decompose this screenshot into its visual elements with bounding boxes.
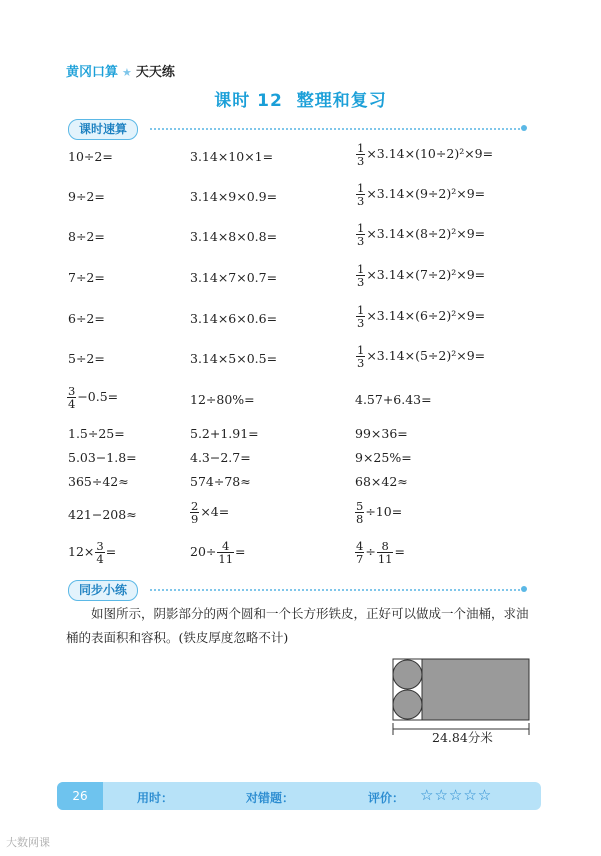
word-problem: 如图所示，阴影部分的两个圆和一个长方形铁皮，正好可以做成一个油桶，求油桶的表面积和容积。(铁皮厚度忽略不计) bbox=[66, 606, 529, 645]
page-title bbox=[0, 86, 601, 111]
circle-top bbox=[393, 660, 422, 689]
exercise-r10-c3: 68×42≈ bbox=[355, 474, 408, 489]
exercise-r4-c1: 7÷2= bbox=[68, 270, 105, 285]
exercise-r4-c2: 3.14×7×0.7= bbox=[190, 270, 278, 285]
page-number: 26 bbox=[57, 782, 103, 810]
exercise-r2-c2: 3.14×9×0.9= bbox=[190, 189, 278, 204]
exercise-r5-c3: $\frac{1}{3}$ ×3.14×(6÷2)²×9= bbox=[357, 303, 486, 330]
brand-header bbox=[66, 61, 175, 80]
exercise-r12-c1: 12× $\frac{3}{4}$ = bbox=[68, 539, 117, 566]
exercise-r2-c1: 9÷2= bbox=[68, 189, 105, 204]
dimension-label: 24.84分米 bbox=[432, 730, 493, 745]
rectangle-sheet bbox=[422, 659, 529, 720]
rating-label: 评价： bbox=[368, 791, 405, 805]
exercise-r6-c2: 3.14×5×0.5= bbox=[190, 351, 278, 366]
exercise-r10-c1: 365÷42≈ bbox=[68, 474, 129, 489]
exercise-r1-c1: 10÷2= bbox=[68, 149, 113, 164]
exercise-r7-c3: 4.57+6.43= bbox=[355, 392, 432, 407]
section-label-quick-calc: 课时速算 bbox=[68, 119, 138, 140]
exercise-r1-c3: $\frac{1}{3}$ ×3.14×(10÷2)²×9= bbox=[357, 141, 494, 168]
exercise-r7-c1: $\frac{3}{4}$ −0.5= bbox=[68, 384, 119, 411]
exercise-r3-c1: 8÷2= bbox=[68, 229, 105, 244]
brand-name: 黄冈口算 bbox=[66, 65, 119, 80]
section-divider bbox=[150, 128, 520, 130]
exercise-r11-c2: $\frac{2}{9}$ ×4= bbox=[191, 499, 230, 526]
exercise-r12-c2: 20÷ $\frac{4}{11}$ = bbox=[190, 539, 246, 566]
exercise-r5-c1: 6÷2= bbox=[68, 311, 105, 326]
exercise-r3-c2: 3.14×8×0.8= bbox=[190, 229, 278, 244]
rating-stars: ☆☆☆☆☆ bbox=[420, 786, 493, 804]
exercise-r7-c2: 12÷80%= bbox=[190, 392, 255, 407]
section-divider bbox=[150, 589, 520, 591]
exercise-r11-c3: $\frac{5}{8}$ ÷10= bbox=[356, 499, 403, 526]
exercise-r9-c3: 9×25%= bbox=[355, 450, 412, 465]
exercise-r6-c3: $\frac{1}{3}$ ×3.14×(5÷2)²×9= bbox=[357, 343, 486, 370]
exercise-r10-c2: 574÷78≈ bbox=[190, 474, 251, 489]
exercise-r9-c1: 5.03−1.8= bbox=[68, 450, 137, 465]
exercise-r11-c1: 421−208≈ bbox=[68, 507, 137, 522]
exercise-r2-c3: $\frac{1}{3}$ ×3.14×(9÷2)²×9= bbox=[357, 181, 486, 208]
section-divider-dot bbox=[521, 586, 527, 592]
exercise-r3-c3: $\frac{1}{3}$ ×3.14×(8÷2)²×9= bbox=[357, 221, 486, 248]
section-divider-dot bbox=[521, 125, 527, 131]
exercise-r5-c2: 3.14×6×0.6= bbox=[190, 311, 278, 326]
brand-series: 天天练 bbox=[135, 65, 175, 80]
correct-label: 对错题： bbox=[246, 791, 295, 805]
section-label-practice: 同步小练 bbox=[68, 580, 138, 601]
lesson-topic: 整理和复习 bbox=[296, 91, 387, 111]
time-label: 用时： bbox=[137, 791, 174, 805]
star-icon: ★ bbox=[122, 66, 132, 79]
exercise-r8-c1: 1.5÷25= bbox=[68, 426, 125, 441]
exercise-r4-c3: $\frac{1}{3}$ ×3.14×(7÷2)²×9= bbox=[357, 262, 486, 289]
exercise-r9-c2: 4.3−2.7= bbox=[190, 450, 251, 465]
exercise-r6-c1: 5÷2= bbox=[68, 351, 105, 366]
exercise-r8-c2: 5.2+1.91= bbox=[190, 426, 259, 441]
circle-bottom bbox=[393, 690, 422, 719]
exercise-r8-c3: 99×36= bbox=[355, 426, 408, 441]
lesson-number: 课时 12 bbox=[214, 91, 283, 111]
exercise-r1-c2: 3.14×10×1= bbox=[190, 149, 274, 164]
exercise-r12-c3: $\frac{4}{7}$ ÷ $\frac{8}{11}$ = bbox=[356, 539, 405, 566]
watermark-logo: 大数网课 bbox=[6, 836, 50, 849]
